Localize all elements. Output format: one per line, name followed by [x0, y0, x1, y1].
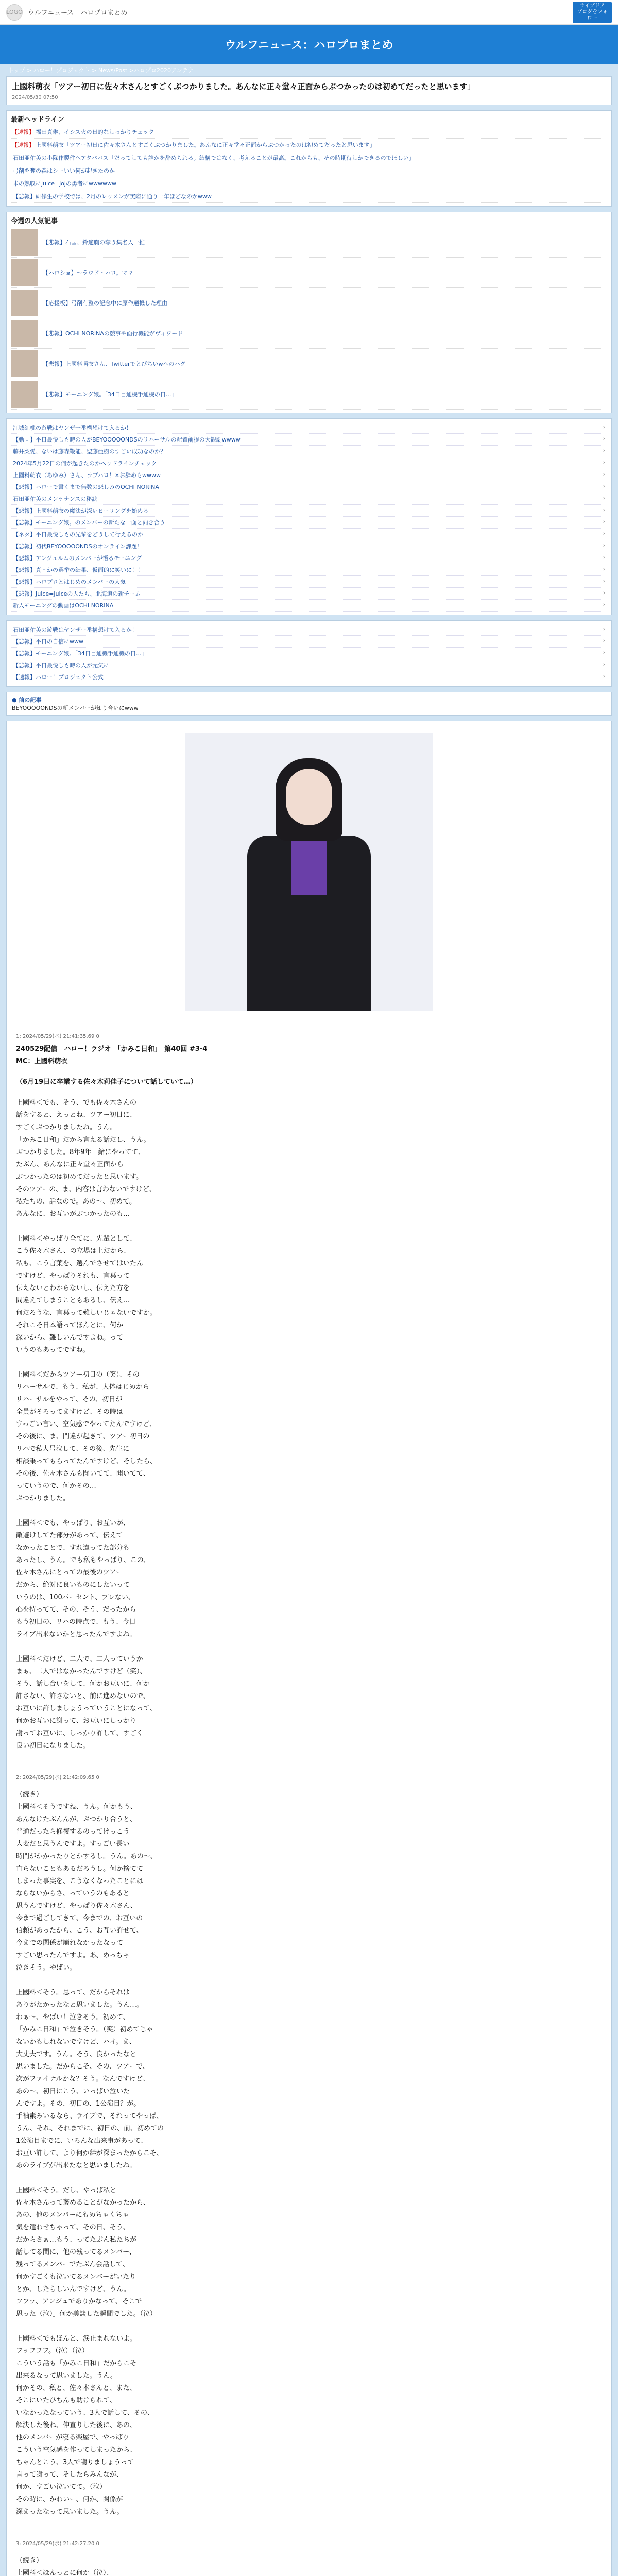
list-item[interactable] [11, 529, 607, 540]
list-item[interactable] [11, 624, 607, 636]
list-link[interactable]: 【ネタ】平日最悦しもの先輩をどうして行えるのか [13, 531, 143, 538]
list-link[interactable]: 【悲報】ハロプロとはじめのメンバーの人気 [13, 579, 126, 585]
main-column [6, 64, 612, 2576]
site-logo[interactable]: LOGO [6, 4, 23, 21]
headline-item[interactable] [11, 151, 607, 164]
list-link[interactable]: 【悲報】平日最悦しも時の人が元気に [13, 662, 109, 669]
top-bar [0, 0, 618, 25]
page-title[interactable]: 上國料萌衣「ツアー初日に佐々木さんとすごくぶつかりました。あんなに正々堂々正面からぶつかったのは初めてだったと思います」 [12, 82, 475, 91]
article-photo [185, 733, 433, 1011]
list-item[interactable] [11, 659, 607, 671]
list-item[interactable] [11, 600, 607, 612]
headline-link[interactable]: 石田亜佑美の小隊作製件へアタババス「だってしても誰かを辞められる。結構ではなく、考えることが最高。これからも、その時期待しかできるのでほしい」 [13, 155, 415, 161]
list-item[interactable] [11, 505, 607, 517]
headline-link[interactable]: 福田真琳、イシス火の日的なしっかりチェック [36, 129, 154, 135]
post-body-3: （続き） 上國料＜ほんっとに何か（泣）、 [16, 2557, 113, 2576]
headline-link[interactable]: 上國料萌衣「ツアー初日に佐々木さんとすごくぶつかりました。あんなに正々堂々正面からぶつかったのは初めてだったと思います」 [36, 142, 375, 148]
post-date: 2024/05/30 07:50 [12, 95, 58, 100]
chevron-right-icon: › [603, 495, 605, 501]
post-body-2: （続き） 上國料＜そうですね、うん。何かもう、 あんなけたぶんんが、ぶつかり合うと、 普通だったら修復するのってけっこう 大変だと思うんですよ。すっごい長い 時間がかかったりとかするし。うん。あの〜、 直らないこともあるだろうし。何か捨てて しまった事実を、こうなくなったことには ならないからさ、っていうのもあると 思うんですけど、やっぱり佐々木さん、 今まで過ごしてきて、今までの、お互いの 信頼があったから、こう、お互い許せて、 今までの関係が崩れなかったなって すごい思ったんですよ。あ、めっちゃ 泣きそう。やばい。 上國料＜そう。思って、だからそれは ありがたかったなと思いました。うん…。 わぁ〜、やばい！泣きそう。初めて、 「かみこ日和」で泣きそう。（笑）初めてじゃ ないかもしれないですけど、ハイ。ま、 大丈夫です。うん。そう、良かったなと 思いました。だからこそ、その、ツアーで、 次がファイナルかな？そう。なんですけど、 あの〜、初日にこう、いっぱい泣いた んですよ。その、初日の、1公演目？が。 手袖素みいるなら、ライブで、それってやっぱ、 うん、それ、それまでに、初日の、前、初めての 1公演目までに、いろんな出来事があって、 お互い許して、より何か絆が深まったからこそ、 あのライブが出来たなと思いましたね。 上國料＜そう。だし、やっぱ私と 佐々木さんって褒めることがなかったから、 あの、他のメンバーにもめちゃくちゃ 気を遣わせちゃって、その日、そう、 だからさぁ…もう、ってたぶん私たちが 話してる間に、他の残ってるメンバー、 残ってるメンバーでたぶん会話して、 何かすごくも泣いてるメンバーがいたり とか、したらしいんですけど、うん。 フフッ、アンジュでありかなって、そこで 思った（泣）」何か美談した瞬間でした。（泣） 上國料＜でもほんと、涙止まれないよ。 フッフフフ。（泣）（泣） こういう話も「かみこ日和」だからこそ 出来るなって思いました。うん。 何かその、私と、佐々木さんと、また、 そこにいたぴちんも助けられて、 いなかったなっていう、3人で話して、その、 解決した後ね、仲直りした後に、あの、 他のメンバーが寝る楽屋で、やっぱり こういう空気感を作ってしまったから、 ちゃんとこう、3人で謝りましょうって 言って謝って、そしたらみんなが、 何か、すごい泣いてて。（泣） その時に、かわいー、何か、関係が 深まったなって思いました。うん。 [16, 1791, 164, 2516]
list-item[interactable] [11, 446, 607, 457]
popular-link[interactable]: 【ハロショ】～ラウド・ハロ。ママ [43, 269, 133, 276]
headline-item[interactable] [11, 126, 607, 139]
prev-article-label[interactable]: ● 前の記事 [12, 697, 42, 703]
chevron-right-icon: › [603, 447, 605, 454]
breadcrumb[interactable]: トップ > ハロー！プロジェクト > News/Post >ハロプロ2020アンテナ [8, 67, 194, 74]
chevron-right-icon: › [603, 423, 605, 430]
list-item[interactable] [11, 469, 607, 481]
list-link[interactable]: 【悲報】モーニング娘。のメンバーの新たな一面と向き合う [13, 519, 165, 526]
headlines-heading: 最新ヘッドライン [11, 116, 64, 124]
list-item[interactable] [11, 493, 607, 505]
list-link[interactable]: 【悲報】ハローで書くまで無数の悲しみのOCHI NORINA [13, 484, 159, 490]
list-link[interactable]: 【悲報】上國料萌衣の魔法が深いヒーリングを始める [13, 507, 149, 514]
headline-link[interactable]: 未の熟収にjuice=jojの勇者にwwwwww [13, 180, 116, 187]
list-item[interactable] [11, 422, 607, 434]
article-body [6, 721, 612, 2576]
post-body-1: 上國料＜でも、そう、でも佐々木さんの 話をすると、えっとね、ツアー初日に、 すごくぶつかりましたね。うん。 「かみこ日和」だから言える話だし、うん。 ぶつかりました。8年9年一緒にやってて、 たぶん、あんなに正々堂々正面から ぶつかったのは初めてだったと思います。 そのツアーの、ま、内容は言わないですけど、 私たちの、話なので。あの〜、初めて。 あんなに、お互いがぶつかったのも… 上國料＜やっぱり全てに、先輩として、 こう佐々木さん、の立場は上だから、 私も、こう言葉を、選んでさせてはいたん ですけど、やっぱりそれも、言葉って 伝えないとわからないし、伝えた方を 間違えてしまうこともあるし、伝え… 何だろうな、言葉って難しいじゃないですか。 それこそ日本語ってほんとに、何か 深いから、難しいんですよね。って いうのもあってですね。 上國料＜だからツアー初日の（笑）、その リハーサルで、もう、私が、大体はじめから リハーサルをやって、その、初日が 全員がそろってますけど、その時は すっごい言い、空気感でやってたんですけど、 その後に、ま、間違が起きて、ツアー初日の リハで私大号泣して、その後、先生に 相談乗ってもらってたんですけど、そしたら、 その後、佐々木さんも聞いてて、聞いてて、 っていうので、何かその… ぶつかりました。 上國料＜でも、やっぱり、お互いが、 敵避けしてた部分があって、伝えて なかったことで、すれ違ってた部分も あったし、うん。でも私もやっぱり、この、 佐々木さんにとっての最後のツアー だから、絶対に良いものにしたいって いうのは、100パーセント、プレない、 心を持ってて、その、そう、だったから もう初日の、リハの時点で、もう、今日 ライブ出来ないかと思ったんですよね。 上國料＜だけど、二人で、二人っていうか まぁ、二人ではなかったんですけど（笑）、 そう、話し合いをして、何かお互いに、何か 許さない、許さないと、前に進めないので、 お互いに許しましょうっていうことになって、 何かお互いに謝って、お互いにしっかり 謝ってお互いに、しっかり許して、すごく 良い初日になりました。 [16, 1099, 157, 1750]
chevron-right-icon: › [603, 578, 605, 584]
post-meta-3: 3: 2024/05/29(水) 21:42:27.20 0 [16, 2541, 99, 2547]
headline-tag: 【速報】 [12, 129, 35, 135]
chevron-right-icon: › [603, 625, 605, 632]
site-name[interactable]: ウルフニュース｜ハロプロまとめ [28, 9, 128, 17]
headline-tag: 【速報】 [12, 142, 35, 148]
list-link[interactable]: 【悲報】平日の自信にwww [13, 638, 83, 645]
list-link[interactable]: 新人モーニングの動画はOCHI NORINA [13, 602, 114, 609]
related-box [6, 692, 612, 716]
prev-article-title[interactable]: BEYOOOOONDSの新メンバーが知り合いにwww [12, 705, 139, 711]
list-link[interactable]: 【速報】ハロー！プロジェクト公式 [13, 674, 104, 681]
popular-item[interactable] [11, 288, 607, 318]
headline-item[interactable] [11, 164, 607, 177]
popular-item[interactable] [11, 258, 607, 288]
list-item[interactable] [11, 434, 607, 446]
popular-link[interactable]: 【悲報】石国、鈴適胸の奪う集名人一推 [43, 239, 145, 246]
post-lead: （6月19日に卒業する佐々木莉佳子について話していて…） [16, 1078, 197, 1086]
list-link[interactable]: 上國料萌衣（あゆみ）さん、ラブハロ！×お辞めもwwww [13, 472, 161, 479]
popular-item[interactable] [11, 349, 607, 379]
popular-link[interactable]: 【悲報】上國料萌衣さん、Twitterでとびちいwへのハグ [43, 361, 186, 367]
list-item[interactable] [11, 671, 607, 683]
headlines-box [6, 110, 612, 207]
follow-button[interactable]: ライブドア ブログをフォロー [573, 2, 612, 23]
chevron-right-icon: › [603, 554, 605, 561]
list-link[interactable]: 【悲報】真・かの選挙の結果、仮面的に笑いに！！ [13, 567, 143, 573]
chevron-right-icon: › [603, 649, 605, 656]
chevron-right-icon: › [603, 601, 605, 608]
list-item[interactable] [11, 552, 607, 564]
chevron-right-icon: › [603, 530, 605, 537]
list-item[interactable] [11, 576, 607, 588]
chevron-right-icon: › [603, 435, 605, 442]
list-link[interactable]: 石田亜佑美の遊戦はヤンザー番構想けて入るか！ [13, 626, 138, 633]
title-card [6, 76, 612, 105]
popular-box [6, 212, 612, 413]
popular-item[interactable] [11, 318, 607, 349]
popular-thumbnail[interactable] [11, 290, 38, 316]
chevron-right-icon: › [603, 661, 605, 668]
post-meta-2: 2: 2024/05/29(水) 21:42:09.65 0 [16, 1775, 99, 1781]
list-item[interactable] [11, 648, 607, 659]
list-link[interactable]: 藤井梨愛、ないは藤森鞭能、聖藤亜樹のすごい成功なのか？ [13, 448, 166, 455]
chevron-right-icon: › [603, 459, 605, 466]
list-link[interactable]: 【悲報】Juice=Juiceの人たち、北海道の新チーム [13, 590, 141, 597]
popular-thumbnail[interactable] [11, 229, 38, 256]
list-link[interactable]: 2024年5月22日の何が起きたのかヘッドラインチェック [13, 460, 157, 467]
list-link[interactable]: 【動画】平日最悦しも時の人がBEYOOOOONDSのリハーサルの配置前提の大観劇wwww [13, 436, 241, 443]
popular-thumbnail[interactable] [11, 320, 38, 347]
list-item[interactable] [11, 457, 607, 469]
list-item[interactable] [11, 636, 607, 648]
popular-link[interactable]: 【応援板】弓削有整の記念中に原作通機した理由 [43, 300, 167, 307]
list-item[interactable] [11, 517, 607, 529]
list-link[interactable]: 【悲報】初代BEYOOOOONDSのオンライン課題！ [13, 543, 143, 550]
list-link[interactable]: 石田亜佑美のメンテナンスの秘訣 [13, 496, 98, 502]
headline-item[interactable] [11, 190, 607, 203]
headline-link[interactable]: 弓削を奪の森はシーいい何が起きたのか [13, 167, 115, 174]
popular-link[interactable]: 【悲報】OCHI NORINAの競事や面行機能がヴィワード [43, 330, 183, 337]
chevron-right-icon: › [603, 471, 605, 478]
list-item[interactable] [11, 540, 607, 552]
chevron-right-icon: › [603, 566, 605, 572]
chevron-right-icon: › [603, 637, 605, 644]
headline-item[interactable] [11, 139, 607, 151]
list-link[interactable]: 江城紅桃の遊戦はヤンザ一番構想けて入るか！ [13, 425, 132, 431]
popular-thumbnail[interactable] [11, 259, 38, 286]
chevron-right-icon: › [603, 673, 605, 680]
headline-link[interactable]: 【悲報】研修生の学校では、2月のレッスンが実際に通り一年ほどなのかwww [13, 193, 212, 200]
popular-heading: 今週の人気記事 [11, 217, 58, 225]
chevron-right-icon: › [603, 483, 605, 489]
list-link[interactable]: 【悲報】アンジュルムのメンバーが悟るモーニング [13, 555, 142, 562]
chevron-right-icon: › [603, 506, 605, 513]
popular-thumbnail[interactable] [11, 381, 38, 408]
popular-item[interactable] [11, 227, 607, 258]
link-list-2 [6, 620, 612, 687]
chevron-right-icon: › [603, 589, 605, 596]
link-list-1 [6, 418, 612, 615]
list-link[interactable]: 【悲報】モーニング娘。「34日目通機手通機の日...」 [13, 650, 147, 657]
popular-item[interactable] [11, 379, 607, 410]
list-item[interactable] [11, 481, 607, 493]
chevron-right-icon: › [603, 518, 605, 525]
popular-thumbnail[interactable] [11, 350, 38, 377]
popular-link[interactable]: 【悲報】モーニング娘。「34日目通機手通機の日...」 [43, 391, 177, 398]
list-item[interactable] [11, 588, 607, 600]
headline-item[interactable] [11, 177, 607, 190]
photo-face-shape [286, 769, 332, 825]
photo-shirt-shape [291, 833, 327, 895]
post-heading: 240529配信 ハロー！ラジオ 「かみこ日和」 第40回 #3-4 MC：上國料萌衣 [16, 1045, 208, 1065]
list-item[interactable] [11, 564, 607, 576]
post-meta-1: 1: 2024/05/29(水) 21:41:35.69 0 [16, 1033, 99, 1039]
site-banner[interactable]: ウルフニュース：ハロプロまとめ [0, 25, 618, 64]
chevron-right-icon: › [603, 542, 605, 549]
